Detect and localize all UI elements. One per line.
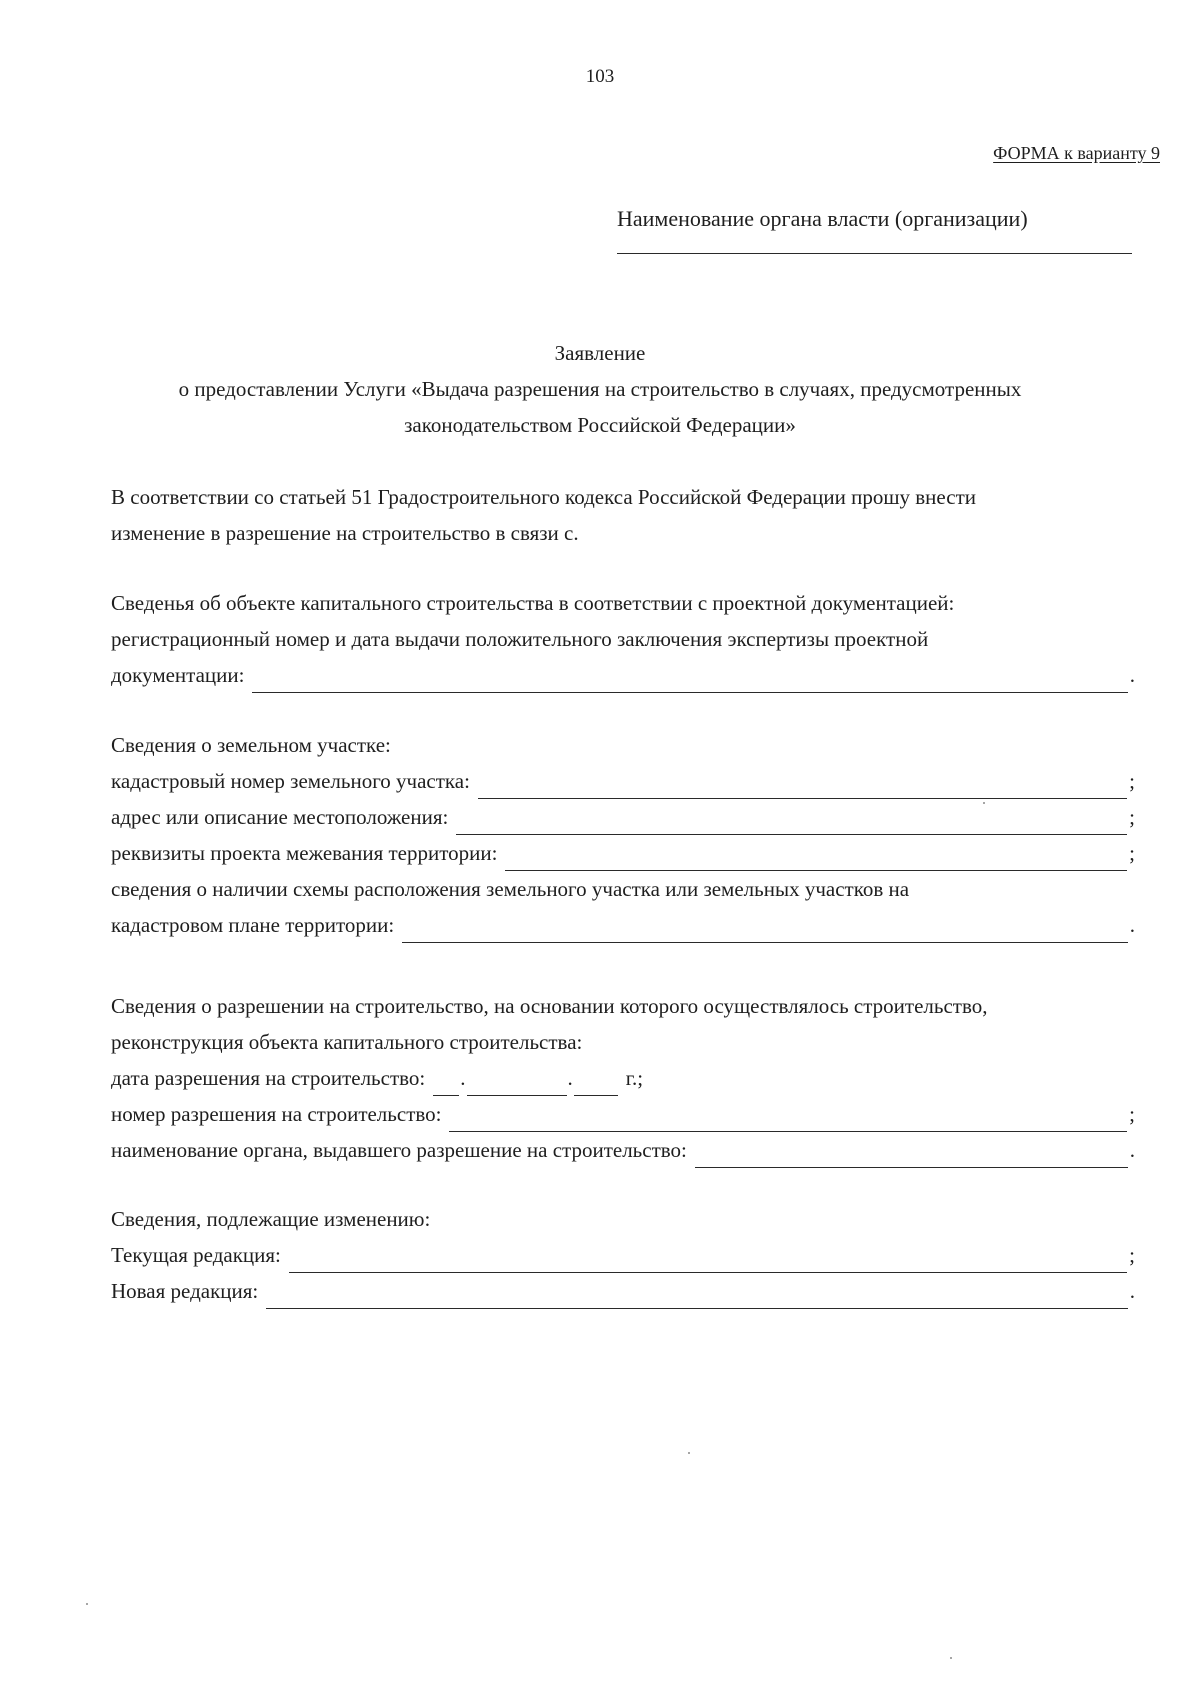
permit-date-day-field[interactable] [433, 1070, 459, 1096]
expertise-end: . [1129, 663, 1135, 687]
permit-number-row [111, 1096, 1135, 1132]
scheme-line-1: сведения о наличии схемы расположения земельного участка или земельных участков на [111, 877, 910, 901]
document-heading [100, 335, 1100, 443]
date-separator: . [460, 1066, 466, 1090]
permit-date-label: дата разрешения на строительство: [111, 1066, 426, 1090]
scan-speck [86, 1603, 88, 1605]
date-separator: . [567, 1066, 573, 1090]
scheme-end: . [1129, 913, 1135, 937]
scan-speck [950, 1657, 952, 1659]
intro-line-1: В соответствии со статьей 51 Градостроительного кодекса Российской Федерации прошу внести [111, 485, 976, 509]
scheme-label: кадастровом плане территории: [111, 913, 395, 937]
permit-date-month-field[interactable] [467, 1070, 567, 1096]
changes-section [111, 1201, 1135, 1309]
new-edition-label: Новая редакция: [111, 1279, 259, 1303]
cadastral-label: кадастровый номер земельного участка: [111, 769, 470, 793]
permit-date-year-field[interactable] [574, 1070, 618, 1096]
authority-label: Наименование органа власти (организации) [617, 206, 1028, 231]
scheme-row [111, 907, 1135, 943]
new-edition-row [111, 1273, 1135, 1309]
object-info-section [111, 585, 1135, 693]
permit-date-row [111, 1060, 1135, 1096]
permit-info-line-1: Сведения о разрешении на строительство, на основании которого осуществлялось строительство, [111, 994, 988, 1018]
cadastral-number-field[interactable] [478, 773, 1127, 799]
land-plot-title: Сведения о земельном участке: [111, 733, 391, 757]
address-field[interactable] [456, 809, 1127, 835]
current-edition-row [111, 1237, 1135, 1273]
survey-project-field[interactable] [505, 845, 1127, 871]
permit-number-field[interactable] [449, 1106, 1127, 1132]
address-label: адрес или описание местоположения: [111, 805, 449, 829]
issuing-authority-field[interactable] [695, 1142, 1128, 1168]
permit-info-line-2: реконструкция объекта капитального строительства: [111, 1030, 583, 1054]
issuing-authority-row [111, 1132, 1135, 1168]
date-suffix: г.; [625, 1066, 644, 1090]
cadastral-end: ; [1129, 769, 1135, 793]
authority-name-field[interactable] [617, 253, 1132, 254]
heading-title: Заявление [554, 341, 646, 365]
issuing-authority-label: наименование органа, выдавшего разрешение на строительство: [111, 1138, 687, 1162]
heading-line-3: законодательством Российской Федерации» [404, 413, 796, 437]
new-edition-end: . [1129, 1279, 1135, 1303]
page-number: 103 [585, 66, 615, 87]
survey-end: ; [1129, 841, 1135, 865]
scan-speck [983, 802, 985, 804]
new-edition-field[interactable] [266, 1283, 1127, 1309]
authority-block [617, 203, 1132, 254]
address-row [111, 799, 1135, 835]
cadastral-row [111, 763, 1135, 799]
intro-line-2: изменение в разрешение на строительство в связи с. [111, 521, 579, 545]
land-plot-section [111, 727, 1135, 943]
scan-speck [688, 1452, 690, 1454]
intro-paragraph [111, 479, 1135, 551]
current-edition-field[interactable] [289, 1247, 1127, 1273]
expertise-field[interactable] [252, 667, 1127, 693]
expertise-label: документации: [111, 663, 245, 687]
permit-number-end: ; [1129, 1102, 1135, 1126]
object-info-line-2: регистрационный номер и дата выдачи положительного заключения экспертизы проектной [111, 627, 929, 651]
survey-row [111, 835, 1135, 871]
survey-label: реквизиты проекта межевания территории: [111, 841, 498, 865]
form-reference: ФОРМА к варианту 9 [993, 143, 1160, 163]
changes-title: Сведения, подлежащие изменению: [111, 1207, 431, 1231]
object-info-line-1: Сведенья об объекте капитального строительства в соответствии с проектной документацией: [111, 591, 955, 615]
expertise-row [111, 657, 1135, 693]
heading-line-2: о предоставлении Услуги «Выдача разрешения на строительство в случаях, предусмотренных [178, 377, 1022, 401]
issuing-authority-end: . [1129, 1138, 1135, 1162]
current-edition-label: Текущая редакция: [111, 1243, 281, 1267]
permit-info-section [111, 988, 1135, 1168]
scheme-field[interactable] [402, 917, 1128, 943]
permit-number-label: номер разрешения на строительство: [111, 1102, 442, 1126]
address-end: ; [1129, 805, 1135, 829]
current-edition-end: ; [1129, 1243, 1135, 1267]
